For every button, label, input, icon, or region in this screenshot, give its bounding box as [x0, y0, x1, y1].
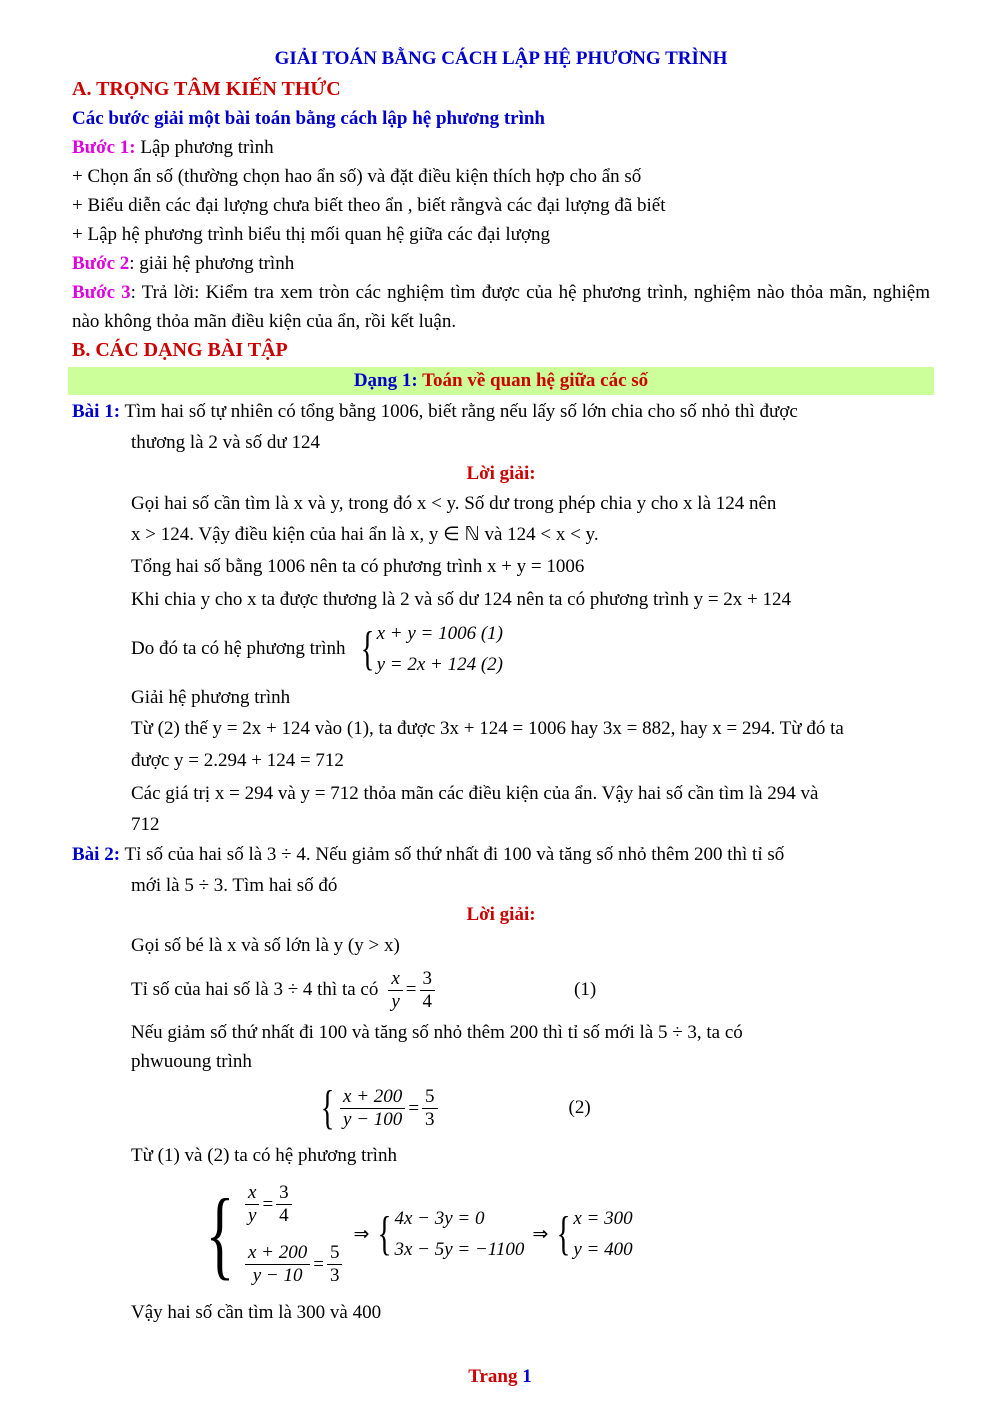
step-2-label: Bước 2	[72, 253, 130, 274]
bai-2-eq-2-brace-group: { $\frac{x + 200}{y - 100}$ = $\frac{5}{3}$	[316, 1084, 441, 1132]
bai-1-label: Bài 1:	[72, 401, 121, 422]
implies-arrow-icon: ⇒	[353, 1223, 370, 1245]
bai-1-sol-line-8: được y = 2.294 + 124 = 712	[131, 750, 344, 771]
bai-1-sol-line-2: x > 124. Vậy điều kiện của hai ẩn là x, y ∈ ℕ và 124 < x < y.	[131, 524, 599, 545]
left-brace-icon: {	[556, 1207, 571, 1260]
step-1-label: Bước 1:	[72, 137, 136, 158]
fraction-x-plus-200-over-y-minus-10: $\frac{x + 200}{y - 10}$	[245, 1242, 310, 1287]
page-footer	[0, 1366, 1000, 1388]
step-1	[72, 133, 930, 162]
steps-heading: Các bước giải một bài toán bằng cách lập hệ phương trình	[72, 108, 545, 129]
bai-2-system-1: { $\frac{x}{y}$ = $\frac{3}{4}$ $\frac{x + 200}{y - 10}$ = $\frac{5}{3}$	[196, 1174, 345, 1294]
bai-2-system-chain	[72, 1172, 930, 1296]
bai-2-sys-2-eq-1: 4x − 3y = 0	[394, 1208, 485, 1229]
section-b-heading: B. CÁC DẠNG BÀI TẬP	[72, 339, 288, 361]
fraction-5-over-3: $\frac{5}{3}$	[327, 1242, 343, 1287]
page-title: GIẢI TOÁN BẰNG CÁCH LẬP HỆ PHƯƠNG TRÌNH	[274, 48, 728, 69]
bai-1-sol-line-10: 712	[131, 814, 160, 835]
left-brace-icon: {	[320, 1081, 335, 1134]
footer-trang: Trang	[468, 1366, 518, 1387]
fraction-5-over-3: $\frac{5}{3}$	[422, 1086, 438, 1131]
step-3	[72, 278, 930, 336]
left-brace-icon: {	[205, 1178, 235, 1289]
fraction-x-over-y: $\frac{x}{y}$	[245, 1182, 259, 1227]
dang-1-label: Dạng 1:	[353, 370, 418, 391]
bai-2-solution-heading: Lời giải:	[466, 904, 536, 925]
left-brace-icon: {	[378, 1207, 392, 1260]
step-1-text: Lập phương trình	[135, 137, 274, 158]
step-1-item-1: + Chọn ẩn số (thường chọn hao ẩn số) và đặt điều kiện thích hợp cho ẩn số	[72, 166, 642, 187]
implies-arrow-icon: ⇒	[532, 1223, 549, 1245]
bai-2-eq-1-label: (1)	[574, 979, 597, 1000]
bai-2-sys-3-eq-2: y = 400	[573, 1239, 633, 1260]
bai-1-sol-line-6: Giải hệ phương trình	[131, 687, 291, 708]
fraction-x-plus-200-over-y-minus-100: $\frac{x + 200}{y - 100}$	[340, 1086, 405, 1131]
bai-1-system	[72, 616, 930, 682]
bai-2-text-1: Tỉ số của hai số là 3 ÷ 4. Nếu giảm số thứ nhất đi 100 và tăng số nhỏ thêm 200 thì tỉ số	[124, 844, 785, 865]
step-1-item-3: + Lập hệ phương trình biểu thị mối quan hệ giữa các đại lượng	[72, 224, 551, 245]
bai-2-system-3	[552, 1203, 632, 1265]
bai-2-sol-line-1: Gọi số bé là x và số lớn là y (y > x)	[131, 935, 400, 956]
step-2-text: : giải hệ phương trình	[129, 253, 295, 274]
bai-2-label: Bài 2:	[72, 844, 121, 865]
bai-2-sol-line-4: phwuoung trình	[131, 1051, 252, 1072]
bai-1-problem	[72, 397, 930, 426]
fraction-x-over-y: $\frac{x}{y}$	[388, 968, 402, 1013]
bai-2-eq-2-label: (2)	[568, 1097, 591, 1118]
left-brace-icon: {	[360, 622, 374, 675]
bai-2-system-2	[373, 1203, 524, 1265]
bai-1-system-intro: Do đó ta có hệ phương trình	[131, 638, 346, 659]
document-page	[72, 44, 930, 1330]
footer-page-number: 1	[522, 1366, 532, 1387]
bai-1-equation-system	[356, 618, 503, 680]
dang-1-text: Toán về quan hệ giữa các số	[422, 370, 649, 391]
section-a-heading: A. TRỌNG TÂM KIẾN THỨC	[72, 78, 341, 100]
bai-2-sol-line-5: Từ (1) và (2) ta có hệ phương trình	[131, 1145, 397, 1166]
step-1-item-2: + Biểu diễn các đại lượng chưa biết theo ẩn , biết rằngvà các đại lượng đã biết	[72, 195, 666, 216]
fraction-3-over-4: $\frac{3}{4}$	[420, 968, 436, 1013]
bai-1-eq-1: x + y = 1006 (1)	[376, 623, 503, 644]
bai-2-problem	[72, 840, 930, 870]
bai-1-sol-line-3: Tổng hai số bằng 1006 nên ta có phương trình x + y = 1006	[131, 556, 585, 577]
dang-1-banner	[68, 367, 934, 395]
bai-1-eq-2: y = 2x + 124 (2)	[376, 654, 503, 675]
bai-2-sol-line-3: Nếu giảm số thứ nhất đi 100 và tăng số nhỏ thêm 200 thì tỉ số mới là 5 ÷ 3, ta có	[131, 1022, 743, 1043]
bai-1-sol-line-4: Khi chia y cho x ta được thương là 2 và số dư 124 nên ta có phương trình y = 2x + 124	[131, 589, 792, 610]
bai-2-sys-3-eq-1: x = 300	[573, 1208, 633, 1229]
bai-1-sol-line-1: Gọi hai số cần tìm là x và y, trong đó x < y. Số dư trong phép chia y cho x là 124 nên	[131, 493, 777, 514]
bai-2-eq-1-row: Tỉ số của hai số là 3 ÷ 4 thì ta có $\frac{x}{y}$ = $\frac{3}{4}$ (1)	[131, 967, 597, 1012]
bai-2-eq-2-row	[72, 1076, 930, 1140]
fraction-3-over-4: $\frac{3}{4}$	[276, 1182, 292, 1227]
bai-1-text-2: thương là 2 và số dư 124	[131, 432, 320, 453]
step-3-text: : Trả lời: Kiểm tra xem tròn các nghiệm tìm được của hệ phương trình, nghiệm nào thỏa mãn, nghiệm nào không thỏa mãn điều kiện của ẩn, rồi kết luận.	[72, 282, 931, 332]
bai-2-sol-line-6: Vậy hai số cần tìm là 300 và 400	[131, 1302, 382, 1323]
step-2	[72, 249, 930, 278]
bai-1-solution-heading: Lời giải:	[466, 463, 536, 484]
bai-1-text-1: Tìm hai số tự nhiên có tổng bằng 1006, biết rằng nếu lấy số lớn chia cho số nhỏ thì được	[124, 401, 798, 422]
step-3-label: Bước 3	[72, 282, 131, 303]
bai-2-sol-line-2: Tỉ số của hai số là 3 ÷ 4 thì ta có	[131, 979, 379, 1000]
bai-2-text-2: mới là 5 ÷ 3. Tìm hai số đó	[131, 875, 338, 896]
bai-1-sol-line-9: Các giá trị x = 294 và y = 712 thỏa mãn các điều kiện của ẩn. Vậy hai số cần tìm là 294 và	[131, 783, 819, 804]
bai-2-sys-2-eq-2: 3x − 5y = −1100	[394, 1239, 525, 1260]
bai-1-sol-line-7: Từ (2) thế y = 2x + 124 vào (1), ta được 3x + 124 = 1006 hay 3x = 882, hay x = 294. Từ đó ta	[131, 718, 844, 739]
